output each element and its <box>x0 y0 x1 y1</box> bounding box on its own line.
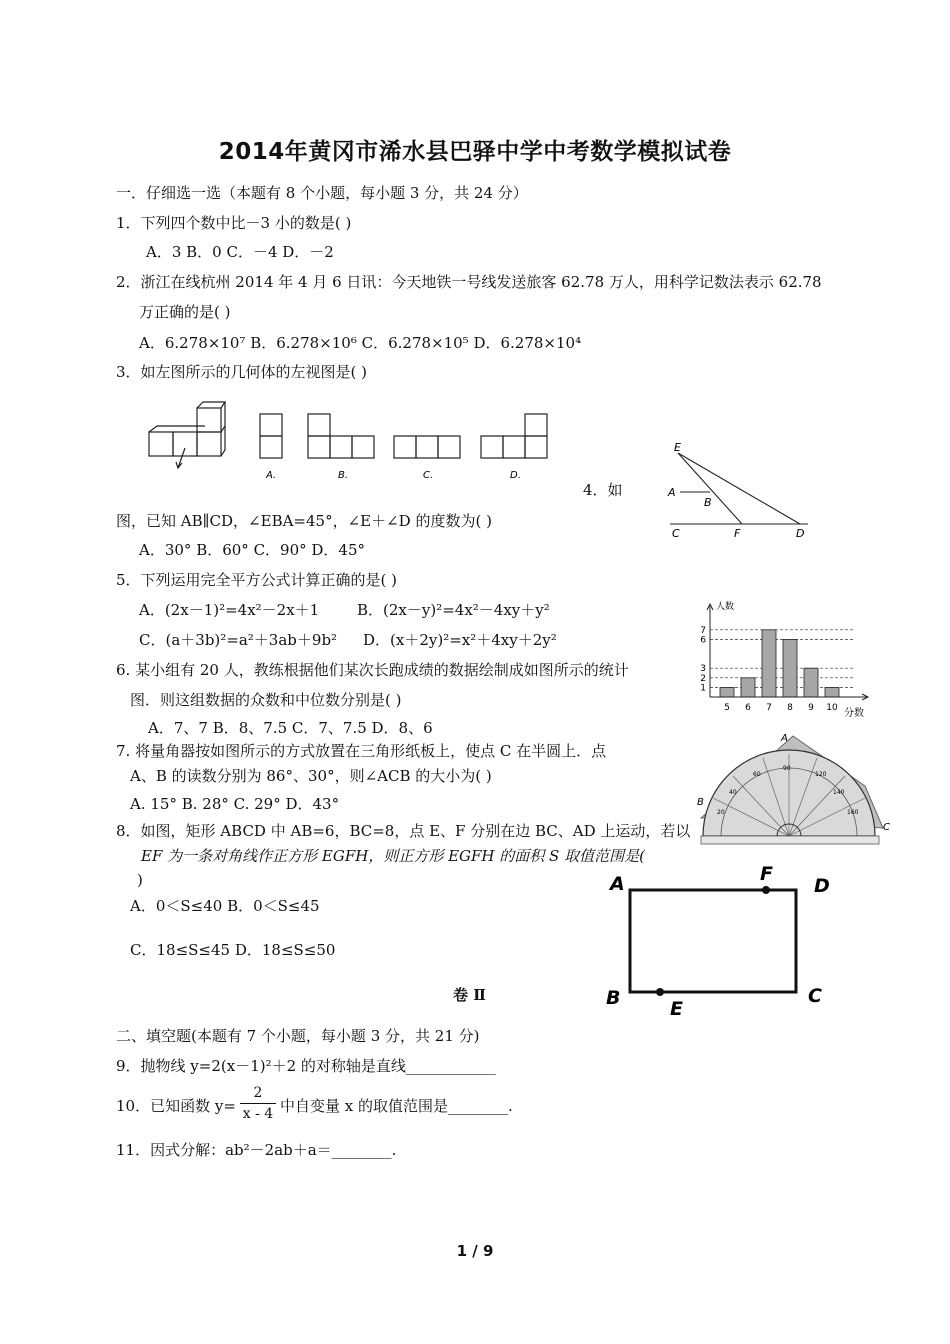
y-tick-label: 6 <box>700 635 706 646</box>
q6-stem-cont: 图．则这组数据的众数和中位数分别是( ) <box>130 691 402 709</box>
x-tick-label: 5 <box>724 703 730 713</box>
x-tick-label: 7 <box>766 703 772 713</box>
svg-text:90: 90 <box>783 765 791 772</box>
bar-9 <box>804 668 818 697</box>
page-title: 2014年黄冈市浠水县巴驿中学中考数学模拟试卷 <box>218 139 732 165</box>
label-d: D <box>814 875 830 897</box>
label-f: F <box>760 863 773 885</box>
point-c-label: C <box>883 822 890 833</box>
x-tick-label: 8 <box>787 703 793 713</box>
label-e: E <box>670 998 683 1020</box>
q4-stem: 图，已知 AB∥CD，∠EBA=45°，∠E＋∠D 的度数为( ) <box>116 512 492 530</box>
q3-solid-figure <box>149 402 225 468</box>
svg-text:140: 140 <box>833 789 845 796</box>
q1-options: A．3 B．0 C．－4 D．－2 <box>146 243 334 261</box>
q7-options: A. 15° B. 28° C. 29° D．43° <box>130 795 340 813</box>
q1-stem: 1．下列四个数中比－3 小的数是( ) <box>116 214 352 232</box>
q3-option-a-view <box>260 414 282 458</box>
q3-figure <box>140 400 560 490</box>
segment-ed <box>678 453 800 524</box>
q9: 9．抛物线 y=2(x－1)²＋2 的对称轴是直线____________ <box>116 1057 496 1075</box>
point-b-label: B <box>704 496 712 509</box>
y-tick-label: 3 <box>700 664 706 675</box>
q11: 11．因式分解：ab²－2ab＋a＝________. <box>116 1141 397 1159</box>
section-heading-2: 二、填空题(本题有 7 个小题，每小题 3 分，共 21 分) <box>116 1027 480 1045</box>
segment-ef <box>678 453 742 524</box>
q3-option-b-view <box>308 414 374 458</box>
q3-label-a: A. <box>266 470 277 481</box>
q8-options-ab: A．0＜S≤40 B．0＜S≤45 <box>130 897 320 915</box>
q5-option-a: A．(2x－1)²=4x²－2x＋1 <box>139 601 320 619</box>
point-d-label: D <box>796 527 805 540</box>
bar-6 <box>741 678 755 697</box>
chart-y-label: 人数 <box>716 602 735 612</box>
q7-stem-cont: A、B 的读数分别为 86°、30°，则∠ACB 的大小为( ) <box>130 767 492 785</box>
q3-option-c-view <box>394 436 460 458</box>
x-tick-label: 10 <box>826 703 838 713</box>
q10-post: 中自变量 x 的取值范围是________. <box>280 1097 513 1115</box>
chart-x-label: 分数 <box>844 708 864 719</box>
q3-option-d-view <box>481 414 547 458</box>
y-tick-label: 2 <box>700 673 706 684</box>
bar-5 <box>720 687 734 697</box>
section-heading-1: 一．仔细选一选（本题有 8 个小题，每小题 3 分，共 24 分） <box>116 184 528 202</box>
part-two-heading: 卷 Ⅱ <box>453 986 486 1004</box>
page-number: 1 / 9 <box>456 1242 494 1260</box>
q6-options: A．7、7 B．8、7.5 C．7、7.5 D．8、6 <box>148 719 433 737</box>
q10-fraction <box>238 1084 278 1123</box>
point-a-label: A <box>668 486 676 499</box>
q8-options-cd: C．18≤S≤45 D．18≤S≤50 <box>130 941 336 959</box>
q6-stem: 6. 某小组有 20 人，教练根据他们某次长跑成绩的数据绘制成如图所示的统计 <box>116 661 629 679</box>
bar-8 <box>783 639 797 697</box>
q8-stem: 8．如图，矩形 ABCD 中 AB=6，BC=8，点 E、F 分别在边 BC、AD 上运动，若以 <box>116 822 691 840</box>
label-c: C <box>808 985 822 1007</box>
q2-options: A．6.278×10⁷ B．6.278×10⁶ C．6.278×10⁵ D．6.278×10⁴ <box>139 334 582 352</box>
q5-option-c: C．(a＋3b)²=a²＋3ab＋9b² <box>139 631 338 649</box>
q3-stem: 3．如左图所示的几何体的左视图是( ) <box>116 363 368 381</box>
q5-option-d: D．(x＋2y)²=x²＋4xy＋2y² <box>363 631 557 649</box>
svg-text:60: 60 <box>753 771 761 778</box>
q2-stem-cont: 万正确的是( ) <box>139 303 231 321</box>
point-f-label: F <box>734 527 741 540</box>
point-f <box>762 886 770 894</box>
point-e-label: E <box>674 441 681 454</box>
q3-label-c: C. <box>423 470 434 481</box>
q7-stem: 7. 将量角器按如图所示的方式放置在三角形纸板上，使点 C 在半圆上．点 <box>116 742 607 760</box>
x-tick-label: 9 <box>808 703 814 713</box>
y-tick-label: 1 <box>700 683 706 694</box>
y-tick-label: 7 <box>700 625 706 636</box>
svg-text:40: 40 <box>729 789 737 796</box>
rectangle-abcd <box>630 890 796 992</box>
point-b-label: B <box>697 797 704 808</box>
q8-stem-end: ) <box>137 871 143 889</box>
q4-options: A．30° B．60° C．90° D．45° <box>139 541 366 559</box>
point-a-label: A <box>781 733 788 744</box>
q10-denominator: x - 4 <box>242 1106 274 1122</box>
q5-option-b: B．(2x－y)²=4x²－4xy＋y² <box>357 601 550 619</box>
q2-stem: 2．浙江在线杭州 2014 年 4 月 6 日讯：今天地铁一号线发送旅客 62.78 万人，用科学记数法表示 62.78 <box>116 273 822 291</box>
bar-7 <box>762 630 776 697</box>
svg-text:120: 120 <box>815 771 827 778</box>
q6-bar-chart <box>690 596 880 720</box>
q8-stem-cont: EF 为一条对角线作正方形 EGFH，则正方形 EGFH 的面积 S 取值范围是( <box>141 847 645 865</box>
q10-pre: 10．已知函数 y= <box>116 1097 236 1115</box>
point-c-label: C <box>672 527 680 540</box>
point-e <box>656 988 664 996</box>
q5-stem: 5．下列运用完全平方公式计算正确的是( ) <box>116 571 398 589</box>
q3-label-d: D. <box>510 470 521 481</box>
q3-label-b: B. <box>338 470 349 481</box>
q10-numerator: 2 <box>253 1085 263 1101</box>
fraction-bar <box>240 1103 276 1104</box>
x-tick-label: 6 <box>745 703 751 713</box>
label-a: A <box>610 873 625 895</box>
svg-text:20: 20 <box>717 809 725 816</box>
q4-figure <box>662 440 812 545</box>
q8-rectangle-figure <box>600 860 840 1020</box>
q7-protractor-figure <box>693 728 893 850</box>
svg-text:160: 160 <box>847 809 859 816</box>
label-b: B <box>606 987 621 1009</box>
q4-stem-start: 4．如 <box>583 481 623 499</box>
bar-10 <box>825 687 839 697</box>
